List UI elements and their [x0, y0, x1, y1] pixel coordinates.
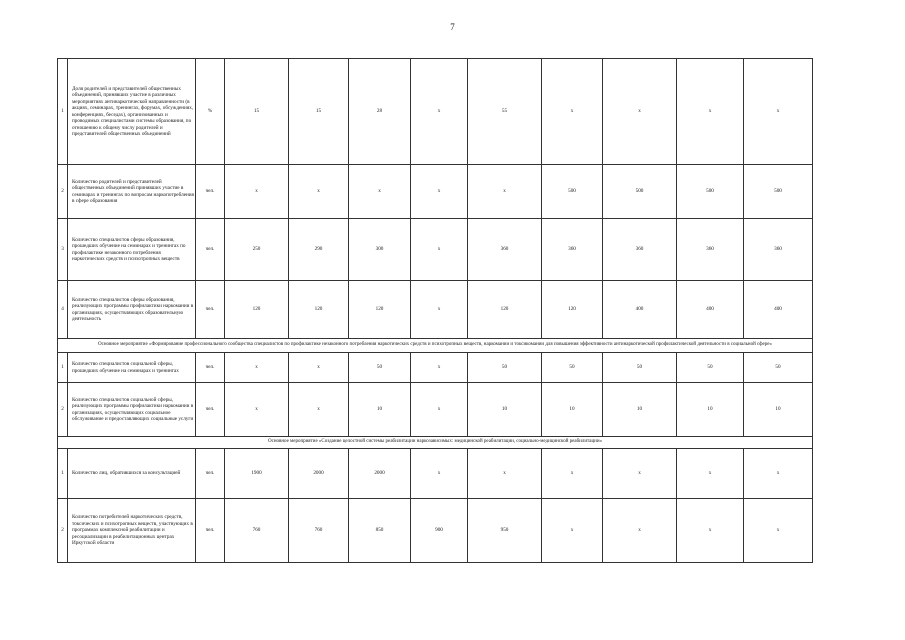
section-header-row	[58, 437, 813, 449]
value-cell: 500	[603, 165, 677, 219]
value-cell: х	[411, 219, 468, 281]
value-cell: 500	[744, 165, 813, 219]
value-cell: х	[542, 449, 603, 499]
value-cell: 850	[349, 499, 411, 563]
value-cell: х	[542, 59, 603, 165]
section-title: Основное мероприятие «Формирование профессионального сообщества специалистов по профилактике незаконного потребления наркотических средств и психотропных веществ, наркомании и токсикомании для повышения эффективности антинаркотической профилактической деятельности в социальной сфере»	[58, 339, 813, 353]
value-cell: х	[289, 353, 349, 383]
value-cell: х	[411, 449, 468, 499]
indicators-table-body	[58, 59, 813, 563]
value-cell: 120	[468, 281, 542, 339]
value-cell: 55	[468, 59, 542, 165]
row-number: 1	[58, 59, 68, 165]
value-cell: х	[468, 449, 542, 499]
value-cell: 300	[349, 219, 411, 281]
indicator-name: Количество потребителей наркотических средств, токсических и психотропных веществ, участвующих в программах комплексной реабилитации и ресоциализации в реабилитационных центрах Иркутской области	[68, 499, 196, 563]
unit-cell: чел.	[196, 353, 225, 383]
value-cell: 500	[677, 165, 744, 219]
value-cell: 10	[349, 383, 411, 437]
value-cell: 10	[677, 383, 744, 437]
value-cell: х	[225, 165, 289, 219]
value-cell: 400	[677, 281, 744, 339]
value-cell: 2000	[289, 449, 349, 499]
value-cell: 1900	[225, 449, 289, 499]
value-cell: 50	[677, 353, 744, 383]
table-row	[58, 383, 813, 437]
value-cell: 50	[349, 353, 411, 383]
value-cell: 360	[603, 219, 677, 281]
value-cell: 50	[744, 353, 813, 383]
value-cell: х	[744, 59, 813, 165]
value-cell: 360	[542, 219, 603, 281]
value-cell: х	[677, 59, 744, 165]
page-number: 7	[450, 22, 455, 32]
value-cell: 400	[603, 281, 677, 339]
value-cell: х	[411, 353, 468, 383]
value-cell: х	[744, 449, 813, 499]
value-cell: х	[411, 59, 468, 165]
unit-cell: %	[196, 59, 225, 165]
value-cell: х	[289, 383, 349, 437]
table-row	[58, 165, 813, 219]
value-cell: 10	[603, 383, 677, 437]
value-cell: 120	[542, 281, 603, 339]
value-cell: 760	[289, 499, 349, 563]
row-number: 1	[58, 353, 68, 383]
row-number: 1	[58, 449, 68, 499]
unit-cell: чел.	[196, 383, 225, 437]
value-cell: х	[411, 281, 468, 339]
value-cell: 250	[225, 219, 289, 281]
value-cell: 10	[542, 383, 603, 437]
unit-cell: чел.	[196, 499, 225, 563]
row-number: 2	[58, 499, 68, 563]
indicators-table	[57, 58, 813, 563]
value-cell: 290	[289, 219, 349, 281]
value-cell: х	[468, 165, 542, 219]
value-cell: х	[744, 499, 813, 563]
section-title: Основное мероприятие «Создание целостной системы реабилитации наркозависимых: медицинской реабилитации, социально-медицинской реабилитации»	[58, 437, 813, 449]
value-cell: 500	[542, 165, 603, 219]
indicator-name: Количество специалистов сферы образования, прошедших обучение на семинарах и тренингах по профилактике незаконного потребления наркотических средств и психотропных веществ	[68, 219, 196, 281]
value-cell: х	[603, 449, 677, 499]
value-cell: 120	[225, 281, 289, 339]
value-cell: 10	[468, 383, 542, 437]
indicator-name: Количество специалистов социальной сферы, реализующих программы профилактики наркомании в организациях, осуществляющих социальное обслуживание и предоставляющих социальные услуги	[68, 383, 196, 437]
value-cell: 28	[349, 59, 411, 165]
table-row	[58, 281, 813, 339]
value-cell: 360	[468, 219, 542, 281]
row-number: 2	[58, 165, 68, 219]
value-cell: х	[225, 353, 289, 383]
value-cell: 50	[603, 353, 677, 383]
value-cell: х	[677, 449, 744, 499]
value-cell: 950	[468, 499, 542, 563]
value-cell: 15	[289, 59, 349, 165]
row-number: 3	[58, 219, 68, 281]
indicator-name: Количество лиц, обратившихся за консультацией	[68, 449, 196, 499]
table-row	[58, 59, 813, 165]
unit-cell: чел.	[196, 219, 225, 281]
table-row	[58, 353, 813, 383]
row-number: 2	[58, 383, 68, 437]
value-cell: х	[603, 59, 677, 165]
value-cell: 50	[468, 353, 542, 383]
unit-cell: чел.	[196, 281, 225, 339]
value-cell: х	[411, 165, 468, 219]
indicator-name: Доля родителей и представителей общественных объединений, принявших участие в различных мероприятиях антинаркотической направленности (в акциях, семинарах, тренингах, форумах, обсуждениях, конференциях, беседах), организованных и проводимых специалистами системы образования, по отношению к общему числу родителей и представителей общественных объединений	[68, 59, 196, 165]
value-cell: 50	[542, 353, 603, 383]
unit-cell: чел.	[196, 449, 225, 499]
value-cell: 2000	[349, 449, 411, 499]
table-row	[58, 219, 813, 281]
value-cell: 760	[225, 499, 289, 563]
value-cell: х	[603, 499, 677, 563]
value-cell: 360	[744, 219, 813, 281]
value-cell: 400	[744, 281, 813, 339]
indicator-name: Количество родителей и представителей общественных объединений принявших участие в семинарах и тренингах по вопросам наркопотребления в сфере образования	[68, 165, 196, 219]
value-cell: х	[225, 383, 289, 437]
value-cell: 900	[411, 499, 468, 563]
row-number: 4	[58, 281, 68, 339]
value-cell: 10	[744, 383, 813, 437]
value-cell: х	[289, 165, 349, 219]
value-cell: 360	[677, 219, 744, 281]
indicator-name: Количество специалистов социальной сферы, прошедших обучение на семинарах и тренингах	[68, 353, 196, 383]
value-cell: х	[542, 499, 603, 563]
value-cell: 15	[225, 59, 289, 165]
value-cell: х	[411, 383, 468, 437]
value-cell: 120	[289, 281, 349, 339]
table-row	[58, 499, 813, 563]
value-cell: х	[677, 499, 744, 563]
table-row	[58, 449, 813, 499]
value-cell: х	[349, 165, 411, 219]
indicator-name: Количество специалистов сферы образования, реализующих программы профилактики наркомании в организациях, осуществляющих образовательную деятельность	[68, 281, 196, 339]
value-cell: 120	[349, 281, 411, 339]
unit-cell: чел.	[196, 165, 225, 219]
section-header-row	[58, 339, 813, 353]
